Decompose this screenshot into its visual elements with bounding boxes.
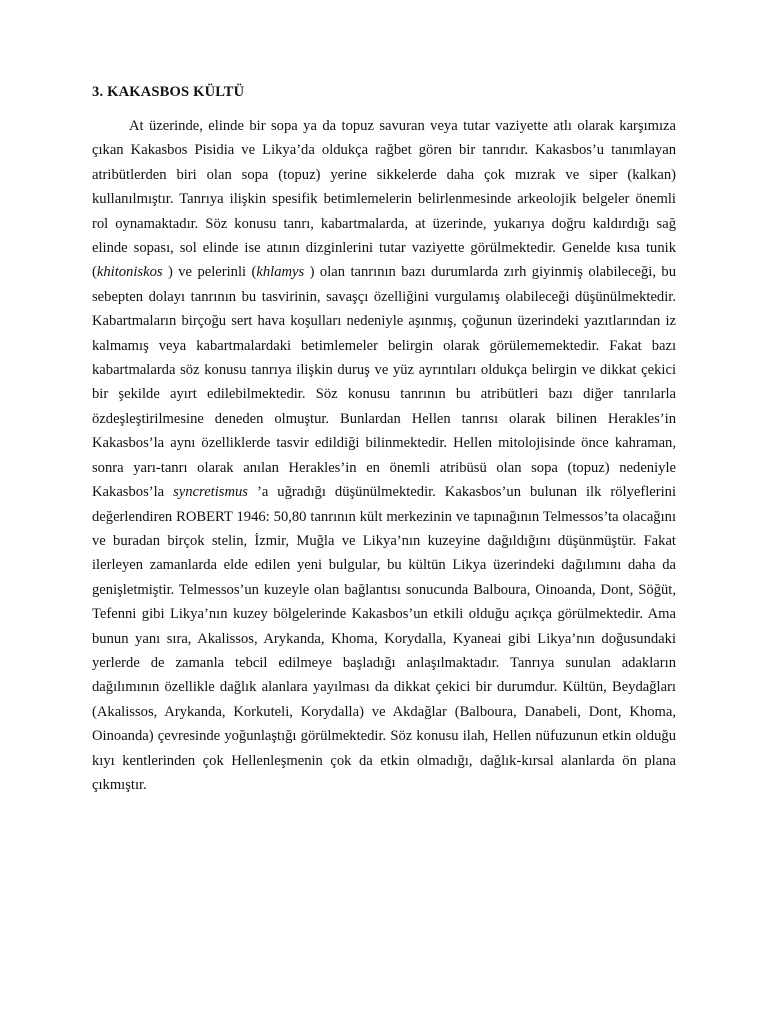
paragraph-text-4: ’a uğradığı düşünülmektedir. Kakasbos’un bulunan ilk rölyeflerini değerlendiren ROBERT 1946: 50,80 tanrının kült merkezinin ve tapınağının Telmessos’ta olacağını ve buradan birçok stelin, İzmir, Muğla ve Likya’nın kuzeyine dağıldığını düşünmüştür. Fakat ilerleyen zamanlarda elde edilen yeni bulgular, bu kültün Likya üzerindeki dağılımını daha da genişletmiştir. Telmessos’un kuzeyle olan bağlantısı sonucunda Balboura, Oinoanda, Dont, Söğüt, Tefenni gibi Likya’nın kuzey bölgelerinde Kakasbos’un etkili olduğu açıkça görülmektedir. Ama bunun yanı sıra, Akalissos, Arykanda, Khoma, Korydalla, Kyaneai gibi Likya’nın doğusundaki yerlerde de zamanla tebcil edilmeye başladığı anlaşılmaktadır. Tanrıya sunulan adakların dağılımının özellikle dağlık alanlara yayılması da dikkat çekici bir durumdur. Kültün, Beydağları (Akalissos, Arykanda, Korkuteli, Korydalla) ve Akdağlar (Balboura, Danabeli, Dont, Khoma, Oinoanda) çevresinde yoğunlaştığı görülmektedir. Söz konusu ilah, Hellen nüfuzunun etkin olduğu kıyı kentlerinden çok Hellenleşmenin çok da etkin olmadığı, dağlık-kırsal alanlarda ön plana çıkmıştır. — [92, 484, 676, 793]
term-syncretismus: syncretismus — [173, 484, 248, 501]
body-paragraph — [92, 114, 676, 797]
paragraph-text-2: ) ve pelerinli ( — [162, 264, 257, 281]
term-khitoniskos: khitoniskos — [96, 264, 163, 281]
section-heading: 3. KAKASBOS KÜLTÜ — [92, 84, 245, 100]
paragraph-text-3: ) olan tanrının bazı durumlarda zırh giyinmiş olabileceği, bu sebepten dolayı tanrının bu tasvirinin, savaşçı özelliğini vurgulamış olabileceği düşünülmektedir. Kabartmaların birçoğu sert hava koşulları nedeniyle aşınmış, çoğunun üzerindeki yazıtlarından iz kalmamış veya kabartmalardaki betimlemeler belirgin olarak görülememektedir. Fakat bazı kabartmalarda söz konusu tanrıya ilişkin duruş ve yüz ayrıntıları oldukça belirgin ve dikkat çekici bir şekilde ayırt edilebilmektedir. Söz konusu tanrının bu atribütleri bazı diğer tanrılarla özdeşleştirilmesine deneden olmuştur. Bunlardan Hellen tanrısı olarak bilinen Herakles’in Kakasbos’la aynı özelliklerde tasvir edildiği bilinmektedir. Hellen mitolojisinde önce kahraman, sonra yarı-tanrı olarak anılan Herakles’in en önemli atribüsü olan sopa (topuz) nedeniyle Kakasbos’la — [92, 264, 677, 501]
paragraph-text-1: At üzerinde, elinde bir sopa ya da topuz savuran veya tutar vaziyette atlı olarak karşımıza çıkan Kakasbos Pisidia ve Likya’da oldukça rağbet gören bir tanrıdır. Kakasbos’u tanımlayan atribütlerden biri olan sopa (topuz) yerine sikkelerde daha çok mızrak ve siper (kalkan) kullanılmıştır. Tanrıya ilişkin spesifik betimlemelerin belirlenmesinde arkeolojik belgeler önemli rol oynamaktadır. Söz konusu tanrı, kabartmalarda, at üzerinde, yukarıya doğru kaldırdığı sağ elinde sopası, sol elinde ise atının dizginlerini tutar vaziyette görülmektedir. Genelde kısa tunik ( — [92, 118, 676, 281]
term-khlamys: khlamys — [256, 264, 305, 281]
